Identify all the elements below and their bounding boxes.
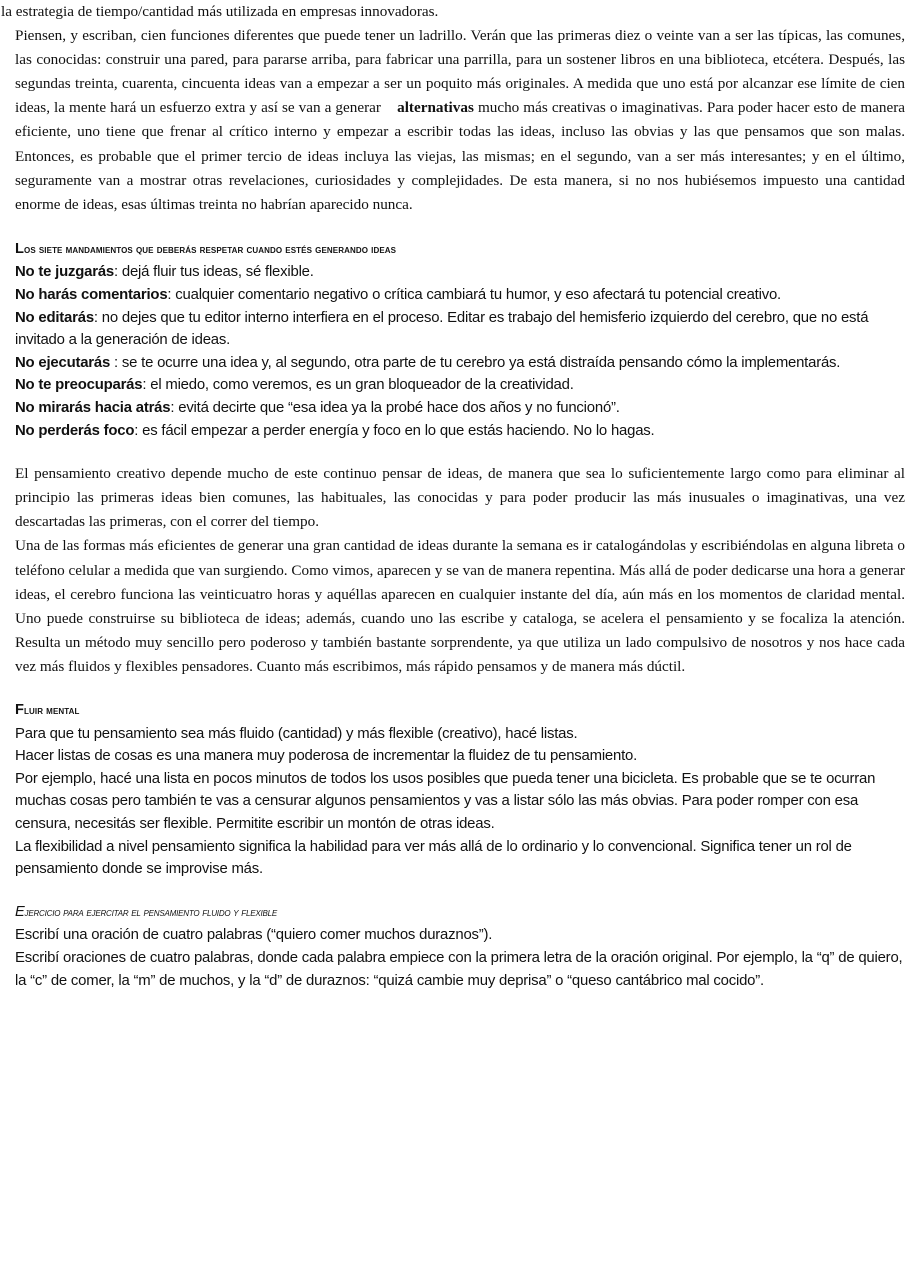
intro-first-line: la estrategia de tiempo/cantidad más utilizada en empresas innovadoras. [1,3,439,20]
pensamiento-block [0,462,905,679]
bold-word-alternativas: alternativas [397,99,474,117]
text-line: Escribí oraciones de cuatro palabras, donde cada palabra empiece con la primera letra de la oración original. Por ejemplo, la “q” de quiero, la “c” de comer, la “m” de muchos, y la “d” de duraznos: “quizá cambie muy deprisa” o “queso cantábrico mal cocido”. [15,949,903,989]
fluir-section [0,699,905,881]
text-line: Por ejemplo, hacé una lista en pocos minutos de todos los usos posibles que pueda tener una bicicleta. Es probable que se te ocurran muchas cosas pero también te vas a censurar algunos pensamientos y vas a listar sólo las más obvias. Para poder romper con esa censura, necesitás ser flexible. Permitite escribir un montón de otras ideas. [15,770,876,832]
ejercicio-section [0,901,905,992]
section-heading-fluir: Fluir mental [15,702,80,719]
formas-paragraph: Una de las formas más eficientes de generar una gran cantidad de ideas durante la semana es ir catalogándolas y escribiéndolas en alguna libreta o teléfono celular a medida que van surgiendo. Como vimos, aparecen y se van de manera repentina. Más allá de poder dedicarse una hora a generar ideas, el cerebro funciona las veinticuatro horas y aquéllas aparecen en cualquier instante del día, aún más en los momentos de claridad mental. Uno puede construirse su biblioteca de ideas; además, cuando uno las escribe y cataloga, se acelera el pensamiento y se focaliza la atención. Resulta un método muy sencillo pero poderoso y también bastante sorprendente, ya que utiliza un lado compulsivo de nosotros y nos hace cada vez más fluidos y flexibles pensadores. Cuanto más escribimos, más rápido pensamos y de manera más dúctil. [15,537,905,675]
text-line: Hacer listas de cosas es una manera muy poderosa de incrementar la fluidez de tu pensamiento. [15,748,638,765]
list-item: No mirarás hacia atrás: evitá decirte que “esa idea ya la probé hace dos años y no funcionó”. [15,400,620,416]
text-line: Escribí una oración de cuatro palabras (“quiero comer muchos duraznos”). [15,927,493,944]
list-item: No harás comentarios: cualquier comentario negativo o crítica cambiará tu humor, y eso afectará tu potencial creativo. [15,287,781,304]
list-item: No ejecutarás : se te ocurre una idea y, al segundo, otra parte de tu cerebro ya está distraída pensando cómo la implementarás. [15,354,841,371]
text-line: Para que tu pensamiento sea más fluido (cantidad) y más flexible (creativo), hacé listas. [15,725,578,742]
section-heading-ejercicio: Ejercicio para ejercitar el pensamiento fluido y flexible [15,903,278,920]
list-item: No te juzgarás: dejá fluir tus ideas, sé flexible. [15,264,314,281]
text-line: La flexibilidad a nivel pensamiento significa la habilidad para ver más allá de lo ordinario y lo convencional. Significa tener un rol de pensamiento donde se improvise más. [15,838,852,878]
pensamiento-paragraph: El pensamiento creativo depende mucho de este continuo pensar de ideas, de manera que sea lo suficientemente largo como para eliminar al principio las primeras ideas bien comunes, las habituales, las conocidas y para poder producir las más inusuales o imaginativas, una vez descartadas las primeras, con el correr del tiempo. [15,465,905,531]
mandamientos-section [0,238,905,442]
list-item: No perderás foco: es fácil empezar a perder energía y foco en lo que estás haciendo. No lo hagas. [15,422,655,439]
list-item: No te preocuparás: el miedo, como veremos, es un gran bloqueador de la creatividad. [15,377,574,394]
ladrillo-paragraph: Piensen, y escriban, cien funciones diferentes que puede tener un ladrillo. Verán que las primeras diez o veinte van a ser las típicas, las comunes, las conocidas: construir una pared, para pararse arriba, para fabricar una parrilla, para un sostener libros en una biblioteca, etcétera. Después, las segundas treinta, cuarenta, cincuenta ideas van a empezar a ser un poquito más originales. A medida que uno está por alcanzar ese límite de cien ideas, la mente hará un esfuerzo extra y así se van a generar alternativas mucho más creativas o imaginativas. Para poder hacer esto de manera eficiente, uno tiene que frenar al crítico interno y empezar a escribir todas las ideas, incluso las obvias y las que pensamos que son malas. Entonces, es probable que el primer tercio de ideas incluya las viejas, las mismas; en el segundo, van a ser más interesantes; y en el último, seguramente van a mostrar otras revelaciones, curiosidades y complejidades. De esta manera, si no nos hubiésemos impuesto una cantidad enorme de ideas, esas últimas treinta no habrían aparecido nunca. [15,27,905,213]
list-item: No editarás: no dejes que tu editor interno interfiera en el proceso. Editar es trabajo del hemisferio izquierdo del cerebro, que no está invitado a la generación de ideas. [15,309,869,349]
section-heading-mandamientos: Los siete mandamientos que deberás respetar cuando estés generando ideas [15,240,397,257]
intro-block [0,0,905,217]
